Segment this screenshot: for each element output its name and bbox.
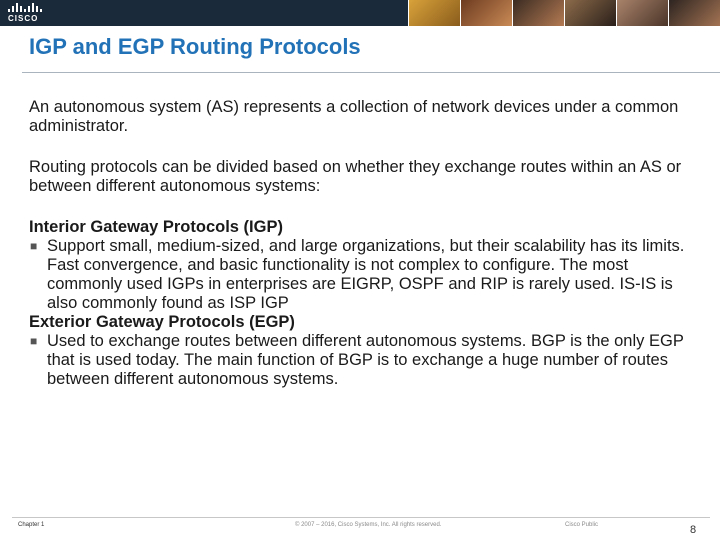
footer-chapter: Chapter 1: [18, 522, 45, 528]
paragraph-as-definition: An autonomous system (AS) represents a collection of network devices under a common administrator.: [29, 98, 679, 135]
footer-copyright: © 2007 – 2016, Cisco Systems, Inc. All rights reserved.: [295, 522, 442, 528]
header-bar: [0, 0, 720, 26]
egp-bullet-text: Used to exchange routes between different autonomous systems. BGP is the only EGP that is used today. The main function of BGP is to exchange a huge number of routes between different autonomous systems.: [47, 332, 684, 388]
logo-text: CISCO: [8, 14, 39, 23]
cisco-logo-icon: [8, 3, 44, 23]
igp-heading: Interior Gateway Protocols (IGP): [29, 218, 283, 236]
photo-tile: [616, 0, 668, 26]
people-photo-strip: [408, 0, 720, 26]
footer-classification: Cisco Public: [565, 522, 599, 528]
square-bullet-icon: ■: [30, 239, 38, 253]
igp-bullet-text: Support small, medium-sized, and large organizations, but their scalability has its limits. Fast convergence, and basic functionality is not complex to configure. The most commonly used IGPs in enterprises are EIGRP, OSPF and RIP is rarely used. IS-IS is also commonly found as ISP IGP: [47, 237, 685, 312]
photo-tile: [512, 0, 564, 26]
square-bullet-icon: ■: [30, 334, 38, 348]
egp-heading: Exterior Gateway Protocols (EGP): [29, 313, 295, 331]
cisco-bars-icon: [8, 3, 44, 12]
title-divider: [22, 72, 720, 73]
slide-body: [29, 98, 699, 389]
slide-title: IGP and EGP Routing Protocols: [29, 34, 361, 59]
igp-bullet: [29, 237, 699, 313]
photo-tile: [408, 0, 460, 26]
photo-tile: [668, 0, 720, 26]
photo-tile: [564, 0, 616, 26]
egp-bullet: [29, 332, 699, 389]
photo-tile: [460, 0, 512, 26]
footer-divider: [12, 517, 710, 518]
paragraph-routing-division: Routing protocols can be divided based on whether they exchange routes within an AS or between different autonomous systems:: [29, 158, 682, 195]
page-number: 8: [690, 524, 697, 536]
